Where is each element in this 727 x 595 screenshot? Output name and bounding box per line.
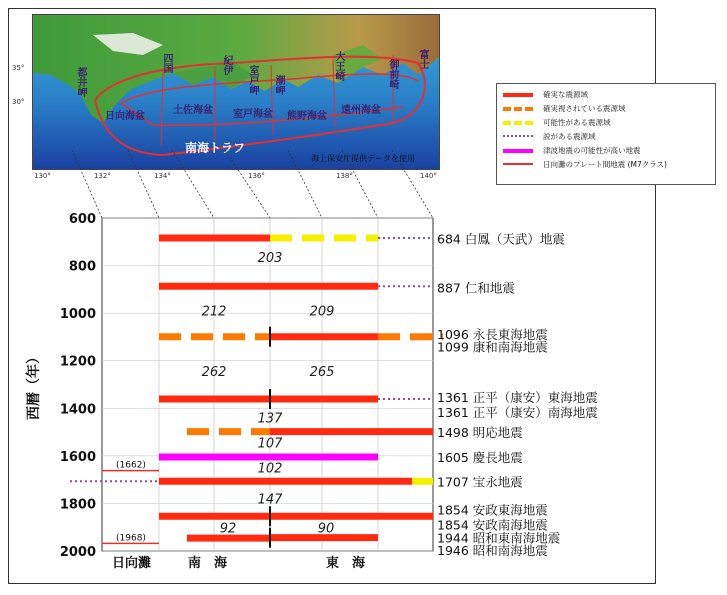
y-tick-label: 2000 — [59, 545, 96, 560]
region-label: 紀伊 — [221, 55, 232, 75]
lon-tick: 130° — [34, 172, 51, 180]
region-tokai: 東 海 — [326, 556, 366, 571]
hyuganada-event-label: (1662) — [116, 460, 146, 471]
region-label: 大王崎 — [333, 51, 344, 81]
legend-label: 確実な震源域 — [543, 90, 588, 99]
region-label: 室戸岬 — [247, 65, 258, 95]
lon-tick: 132° — [94, 172, 111, 180]
region-nankai: 南 海 — [188, 556, 228, 571]
earthquake-label: 1096 永長東海地震 — [437, 326, 548, 342]
region-label: 都井岬 — [75, 67, 86, 97]
interval-label: 209 — [309, 304, 335, 320]
lat-tick: 30° — [12, 98, 25, 106]
y-tick-label: 600 — [68, 212, 96, 227]
earthquake-label: 1854 安政南海地震 — [437, 517, 548, 533]
rupture-bars — [70, 238, 443, 548]
y-tick-labels — [60, 212, 96, 560]
earthquake-label: 1099 康和南海地震 — [437, 339, 548, 355]
hyuganada-event-label: (1968) — [116, 533, 146, 544]
legend-label: 確実視されている震源域 — [543, 104, 626, 113]
interval-label: 147 — [257, 492, 283, 508]
interval-label: 92 — [219, 521, 237, 537]
lon-tick: 136° — [248, 172, 265, 180]
region-label: 富士 — [417, 49, 428, 69]
interval-label: 102 — [257, 461, 283, 477]
interval-labels — [202, 251, 335, 536]
interval-label: 265 — [309, 365, 335, 381]
lon-tick: 134° — [154, 172, 171, 180]
legend-label: 津波地震の可能性が高い地震 — [543, 146, 641, 155]
interval-label: 90 — [317, 521, 335, 537]
interval-label: 107 — [257, 436, 283, 452]
y-tick-label: 1000 — [59, 307, 96, 323]
earthquake-label: 1361 正平（康安）東海地震 — [437, 389, 598, 405]
basin-label: 遠州海盆 — [341, 105, 381, 116]
legend-label: 説がある震源域 — [543, 132, 596, 141]
lon-tick: 138° — [336, 172, 353, 180]
basin-label: 熊野海盆 — [287, 111, 327, 122]
y-tick-label: 1800 — [59, 497, 96, 513]
trough-label: 南海トラフ — [185, 141, 246, 155]
basin-label: 日向海盆 — [105, 111, 145, 122]
earthquake-label: 887 仁和地震 — [437, 280, 515, 296]
interval-label: 203 — [257, 251, 283, 267]
earthquake-labels — [437, 231, 598, 558]
region-label: 御前崎 — [387, 59, 398, 89]
y-tick-label: 800 — [68, 259, 96, 275]
earthquake-label: 1946 昭和南海地震 — [437, 543, 548, 559]
earthquake-label: 1605 慶長地震 — [437, 450, 523, 466]
interval-label: 137 — [257, 411, 283, 427]
map-connectors — [72, 150, 433, 218]
y-tick-label: 1400 — [59, 402, 96, 418]
data-credit: 海上保安庁提供データを使用 — [311, 154, 415, 163]
y-axis-label: 西暦（年） — [26, 350, 42, 420]
legend-label: 日向灘のプレート間地震 (M7クラス) — [543, 160, 667, 169]
earthquake-label: 1854 安政東海地震 — [437, 502, 548, 518]
y-tick-label: 1200 — [59, 354, 96, 370]
earthquake-label: 1361 正平（康安）南海地震 — [437, 404, 598, 420]
earthquake-label: 684 白鳳（天武）地震 — [437, 231, 565, 247]
earthquake-label: 1498 明応地震 — [437, 425, 523, 441]
lat-tick: 35° — [12, 64, 25, 72]
interval-label: 262 — [201, 365, 227, 381]
earthquake-label: 1944 昭和東南海地震 — [437, 530, 561, 546]
lon-tick: 140° — [420, 172, 437, 180]
interval-label: 212 — [201, 304, 227, 320]
basin-label: 土佐海盆 — [173, 105, 213, 116]
region-hyuganada: 日向灘 — [112, 556, 152, 571]
y-tick-label: 1600 — [59, 449, 96, 465]
region-label: 四国 — [161, 53, 172, 73]
legend-label: 可能性がある震源域 — [543, 118, 611, 127]
basin-label: 室戸海盆 — [233, 109, 273, 120]
region-label: 潮岬 — [273, 75, 284, 95]
earthquake-label: 1707 宝永地震 — [437, 474, 523, 490]
